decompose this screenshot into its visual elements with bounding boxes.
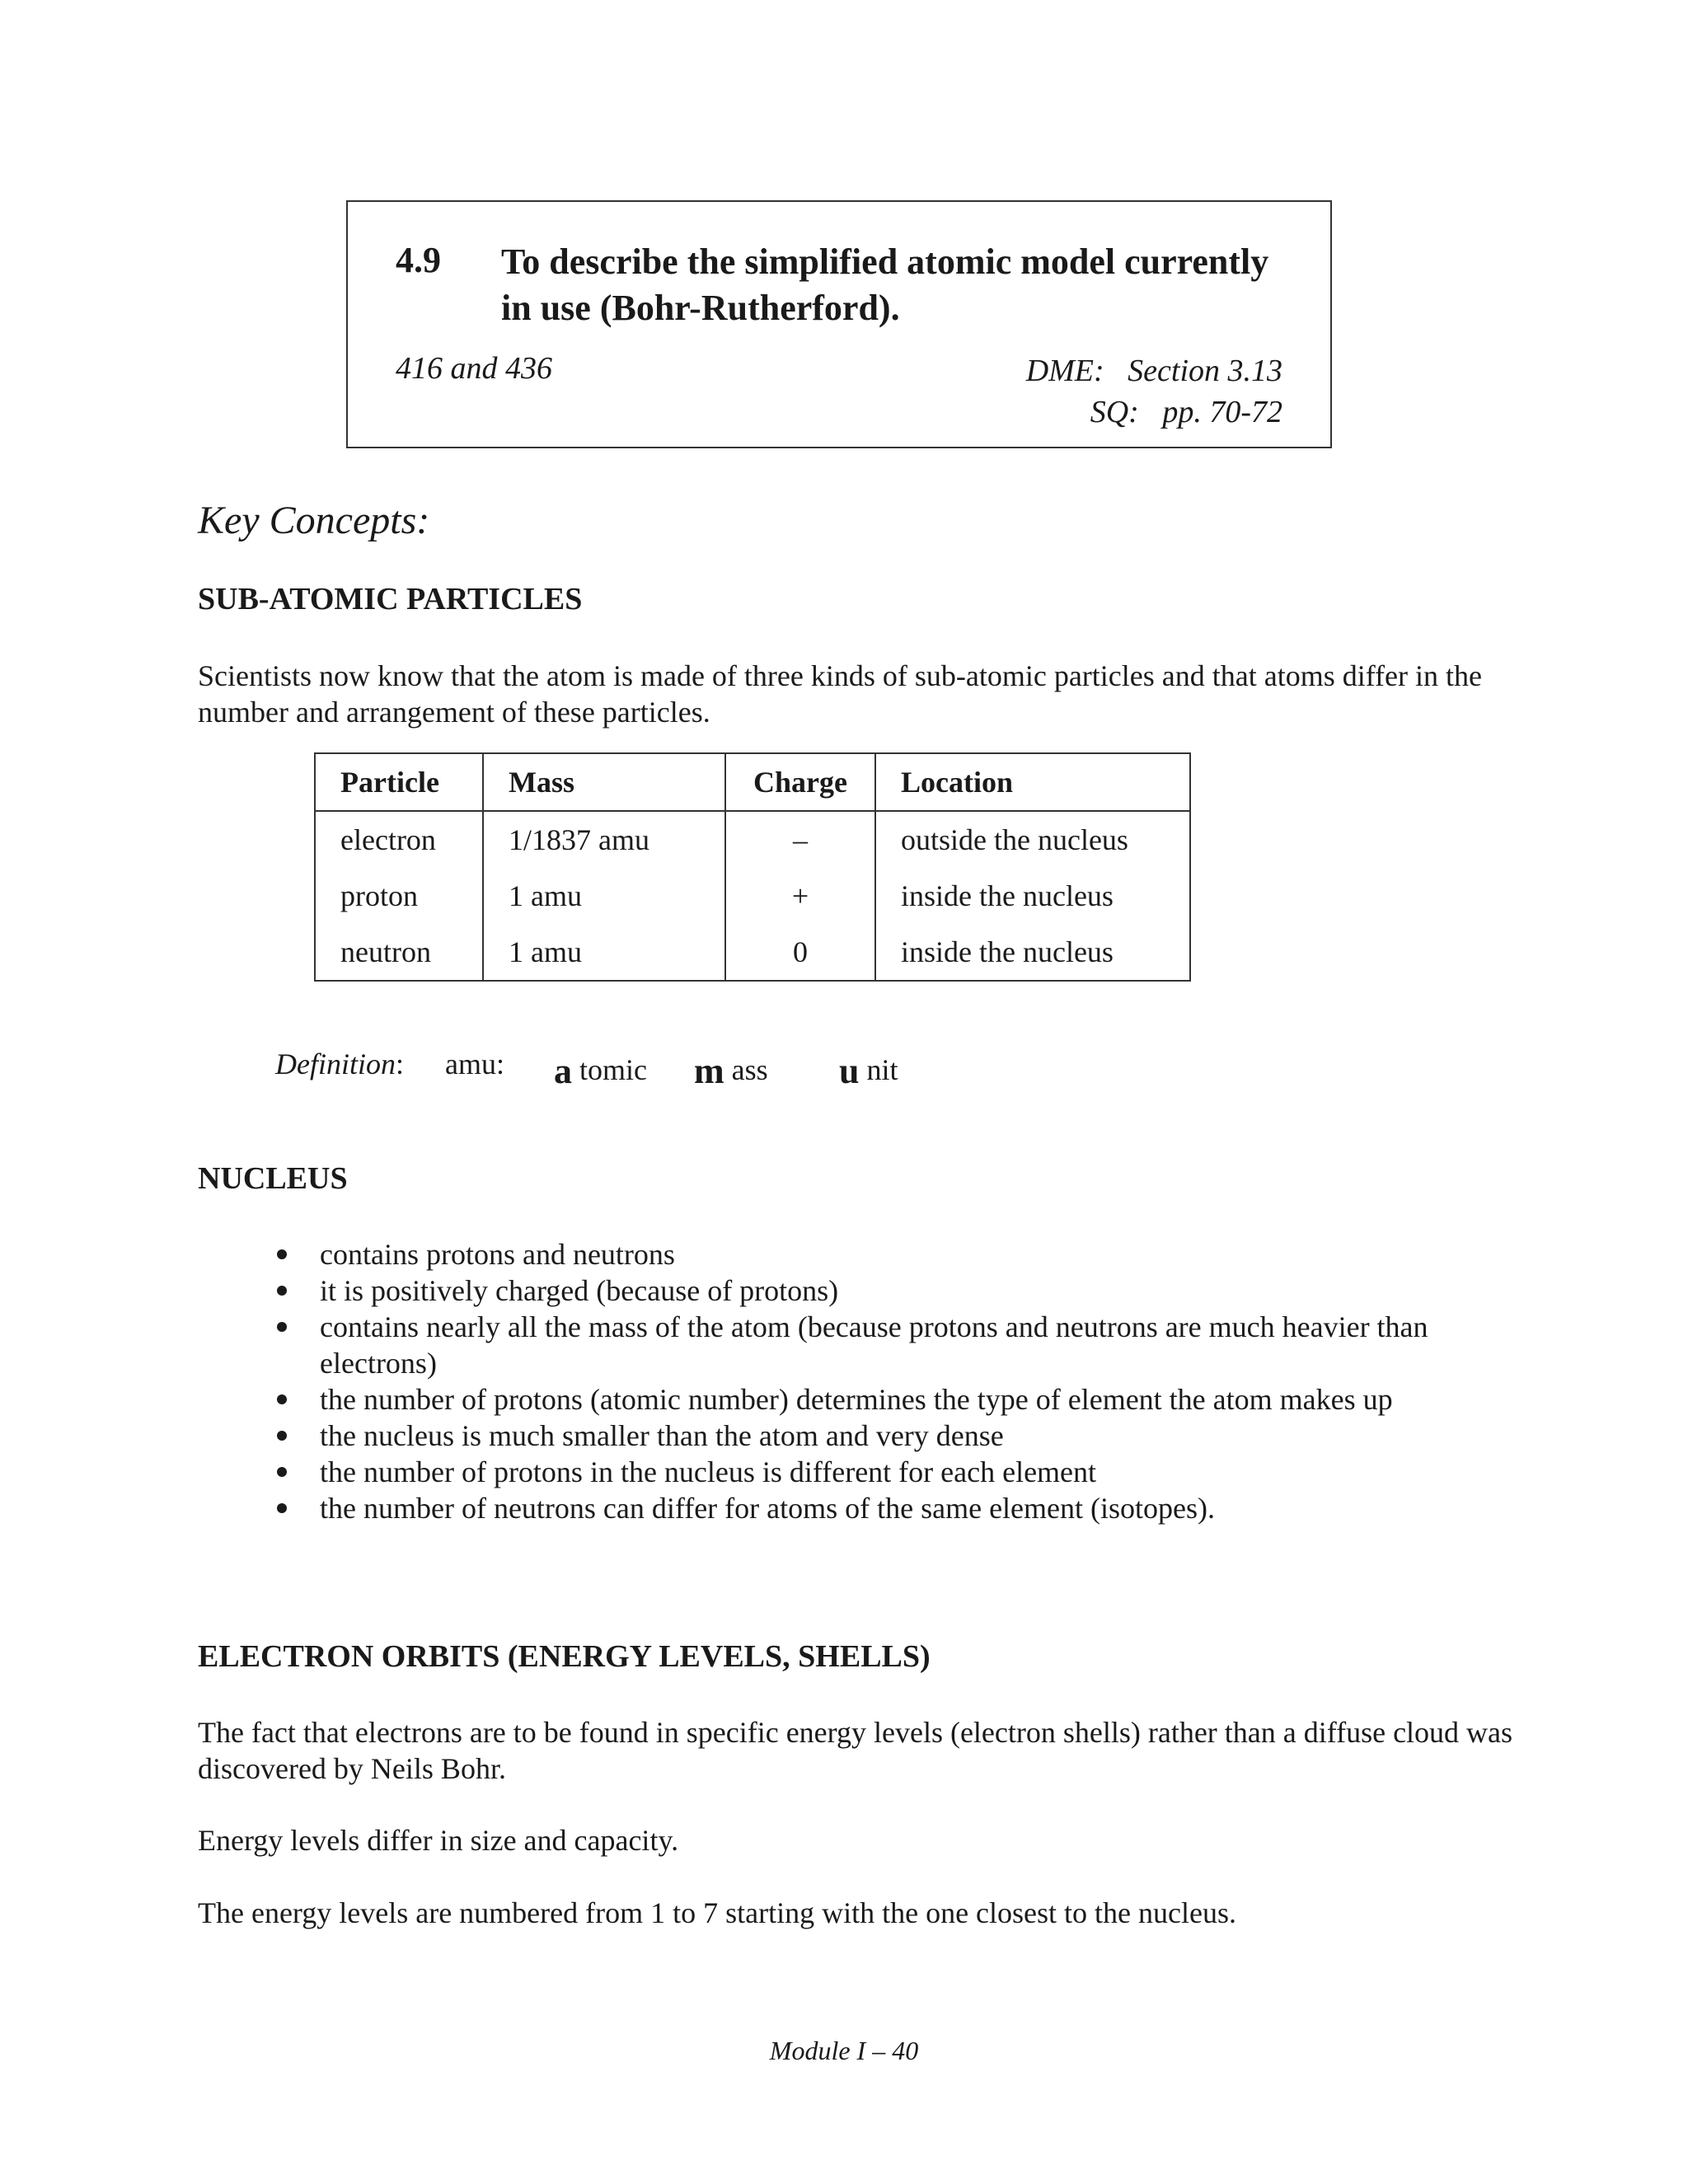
definition-term: amu:	[445, 1047, 504, 1080]
cell-particle: neutron	[315, 924, 483, 981]
list-item: contains protons and neutrons	[272, 1236, 1467, 1272]
list-item: it is positively charged (because of protons)	[272, 1272, 1467, 1309]
nucleus-heading: NUCLEUS	[198, 1161, 348, 1196]
cell-location: inside the nucleus	[875, 924, 1190, 981]
particles-table	[314, 752, 1191, 982]
list-item: the number of protons (atomic number) determines the type of element the atom makes up	[272, 1381, 1467, 1418]
cell-location: outside the nucleus	[875, 811, 1190, 868]
header-charge: Charge	[725, 753, 875, 811]
subatomic-intro: Scientists now know that the atom is made of three kinds of sub-atomic particles and that atoms differ in the number and arrangement of these particles.	[198, 659, 1482, 729]
objective-number: 4.9	[396, 240, 441, 280]
header-mass: Mass	[483, 753, 725, 811]
list-item: the number of neutrons can differ for atoms of the same element (isotopes).	[272, 1490, 1467, 1526]
definition-unit: u nit	[839, 1051, 898, 1091]
table-row	[315, 868, 1190, 924]
list-item: the number of protons in the nucleus is different for each element	[272, 1454, 1467, 1490]
reference-dme: DME: Section 3.13	[1025, 354, 1282, 388]
header-location: Location	[875, 753, 1190, 811]
list-item: the nucleus is much smaller than the atom and very dense	[272, 1418, 1467, 1454]
table-row	[315, 924, 1190, 981]
cell-mass: 1 amu	[483, 924, 725, 981]
objective-reference-left: 416 and 436	[396, 351, 552, 386]
orbits-paragraph-2: Energy levels differ in size and capacity.	[198, 1824, 679, 1857]
orbits-heading: ELECTRON ORBITS (ENERGY LEVELS, SHELLS)	[198, 1639, 931, 1674]
cell-charge: –	[725, 811, 875, 868]
table-row	[315, 811, 1190, 868]
objective-title: To describe the simplified atomic model currently in use (Bohr-Rutherford).	[501, 241, 1269, 328]
definition-label: Definition:	[275, 1047, 405, 1080]
header-particle: Particle	[315, 753, 483, 811]
cell-particle: proton	[315, 868, 483, 924]
cell-charge: +	[725, 868, 875, 924]
definition-mass: m ass	[694, 1051, 768, 1091]
table-header-row	[315, 753, 1190, 811]
key-concepts-heading: Key Concepts:	[198, 499, 430, 542]
cell-mass: 1 amu	[483, 868, 725, 924]
orbits-paragraph-3: The energy levels are numbered from 1 to 7 starting with the one closest to the nucleus.	[198, 1896, 1236, 1929]
orbits-paragraph-1: The fact that electrons are to be found in specific energy levels (electron shells) rather than a diffuse cloud was discovered by Neils Bohr.	[198, 1716, 1513, 1785]
list-item: contains nearly all the mass of the atom (because protons and neutrons are much heavier than electrons)	[272, 1309, 1467, 1381]
page-footer: Module I – 40	[769, 2036, 919, 2065]
cell-charge: 0	[725, 924, 875, 981]
objective-reference-right	[1026, 350, 1282, 433]
objective-box	[346, 200, 1332, 448]
nucleus-bullet-list	[272, 1236, 1467, 1526]
reference-sq: SQ: pp. 70-72	[1090, 395, 1282, 429]
cell-location: inside the nucleus	[875, 868, 1190, 924]
definition-atomic: a tomic	[554, 1051, 647, 1091]
cell-particle: electron	[315, 811, 483, 868]
cell-mass: 1/1837 amu	[483, 811, 725, 868]
subatomic-heading: SUB-ATOMIC PARTICLES	[198, 582, 583, 616]
